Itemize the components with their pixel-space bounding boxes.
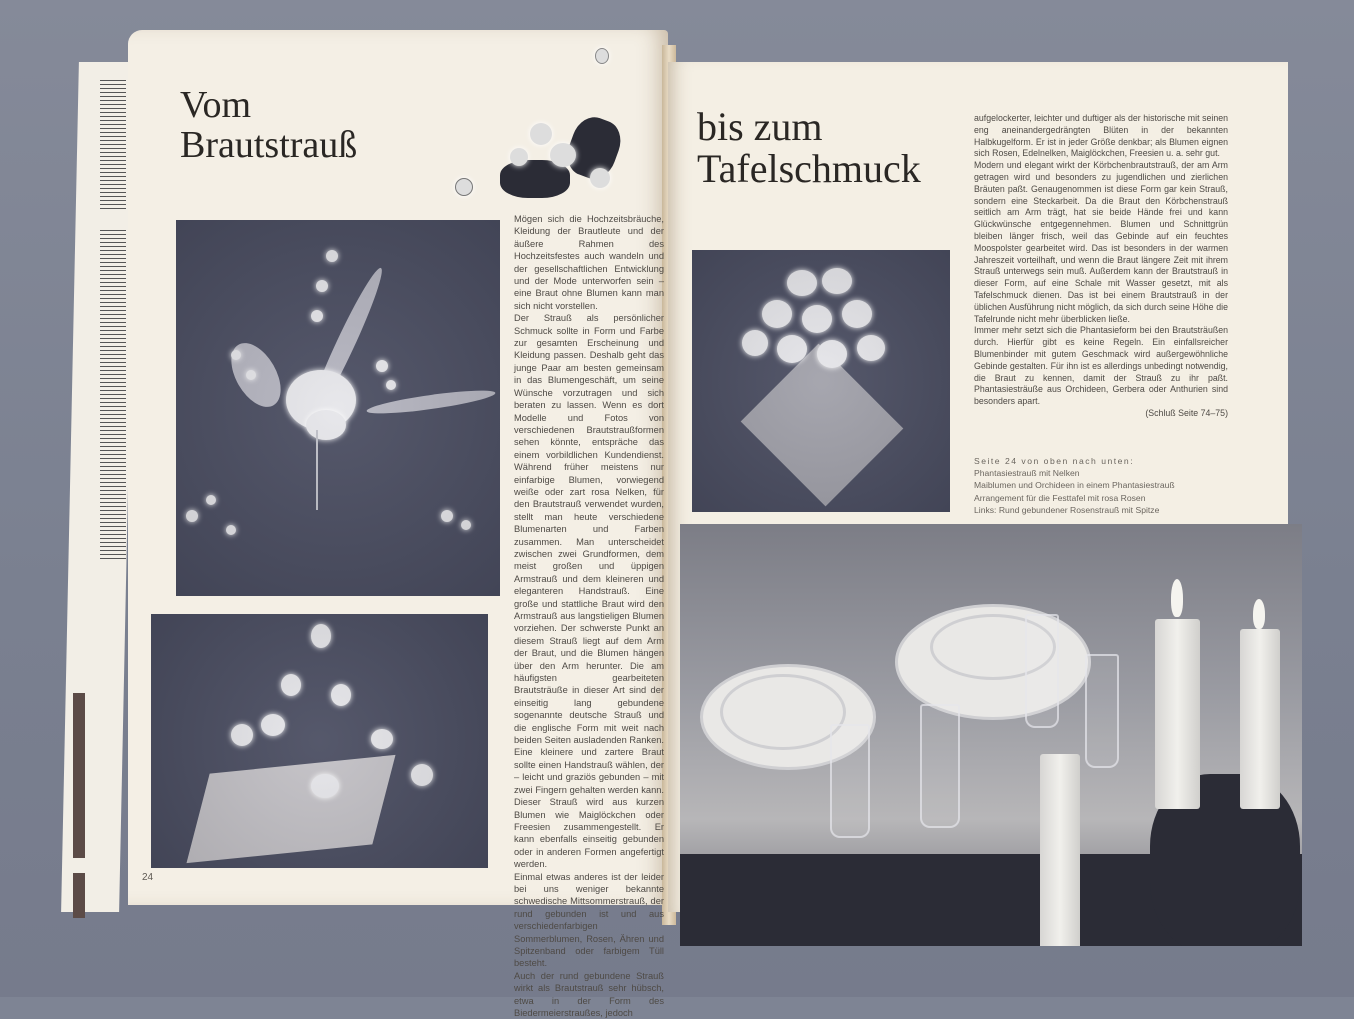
right-title [697,106,921,190]
paragraph: Auch der rund gebundene Strauß wirkt als Brautstrauß sehr hübsch, etwa in der Form des Biedermeierstraußes, jedoch [514,970,664,1018]
left-title-line2: Brautstrauß [180,123,358,166]
candle [1240,629,1280,809]
color-bar [73,693,85,858]
caption-item: Arrangement für die Festtafel mit rosa Rosen [974,492,1146,503]
carnation-bouquet-photo [450,38,665,223]
lace-collar [741,344,904,507]
teacup [720,674,846,750]
glass [920,704,960,828]
barcode-strip [100,80,126,210]
photo-captions [974,455,1234,516]
paragraph: Mögen sich die Hochzeitsbräuche, Kleidung der Brautleute und der äußere Rahmen des Hochzeitsfestes auch wandeln und der gesellschaftlichen Entwicklung und der Mode unterworfen sein – eine Braut ohne Blumen kann man sich nicht vorstellen. [514,214,664,311]
page-number: 24 [142,872,154,883]
paragraph: Der Strauß als persönlicher Schmuck sollte in Form und Farbe zur gesamten Erscheinung und Kleidung passen. Deshalb geht das junge Paar am besten gemeinsam in das Blumengeschäft, um seine Wünsche vorzutragen und sich beraten zu lassen. Wenn es dort Modelle und Fotos von verschiedenen Brautstraußformen sehen könnte, entspräche das einem vorbildlichen Kundendienst. Während früher meistens nur einfarbige Blumen, vorwiegend weiße oder zart rosa Nelken, für den Brautstrauß verwendet wurden, stellt man heute verschiedene Blumenarten und Farben zusammen. Man unterscheidet zwischen zwei Grundformen, dem meist großen und üppigen Armstrauß und dem kleineren und eleganteren Handstrauß. Eine große und stattliche Braut wird den Armstrauß aus langstieligen Blumen vorziehen. Der schwerste Punkt an diesem Strauß liegt auf dem Arm der Braut, und die Blumen hängen über den Arm herunter. Die am häufigsten gearbeiteten Brautsträuße in dieser Art sind der einseitig lang gebundene sogenannte deutsche Strauß und die englische Form mit weit nach beiden Seiten ausladenden Ranken. Eine kleinere und zartere Braut sollte einen Handstrauß wählen, der – leicht und graziös gebunden – mit zwei Fingern gehalten werden kann. Dieser Strauß wird aus kurzen Blumen wie Maiglöckchen oder Freesien zusammengestellt. Er kann ebenfalls einseitig gebunden oder in anderen Formen angefertigt werden. [514,313,664,870]
rose-arrangement-photo [151,614,488,868]
left-title [180,86,357,166]
caption-item: Phantasiestrauß mit Nelken [974,468,1080,479]
lace-doily [186,755,395,863]
right-article-column [974,113,1228,420]
glass [1025,614,1059,728]
barcode-strip-lower [100,230,126,560]
caption-item: Maiblumen und Orchideen in einem Phantasiestrauß [974,480,1175,491]
right-title-line2: Tafelschmuck [697,146,921,191]
caption-item: Links: Rund gebundener Rosenstrauß mit Spitze [974,504,1160,515]
flame [1171,579,1183,617]
glass [830,724,870,838]
lily-of-the-valley-orchid-photo [176,220,500,596]
left-title-line1: Vom [180,84,252,126]
right-title-line1: bis zum [697,104,823,149]
continuation-note: (Schluß Seite 74–75) [1145,407,1228,418]
round-rose-bouquet-photo [692,250,950,512]
glass [1085,654,1119,768]
left-article-column [514,213,664,1019]
captions-heading: Seite 24 von oben nach unten: [974,456,1135,466]
paragraph: aufgelockerter, leichter und duftiger als der historische mit seinen eng aneinandergedrängten Blüten in der bekannten Halbkugelform. Er ist in jeder Größe denkbar; als Blumen eignen sich Rosen, Edelnelken, Maiglöckchen, Freesien u. a. sehr gut. [974,113,1228,159]
paragraph: Immer mehr setzt sich die Phantasieform bei den Brautsträußen durch. Hierfür gibt es keine Regeln. Ein einfallsreicher Blumenbinder mit gutem Geschmack wird außergewöhnliche Gebinde gestalten. Für ihn ist es allerdings unbedingt notwendig, die Braut zu kennen, damit der Strauß zu ihr paßt. Phantasiesträuße aus Orchideen, Gerbera oder Anthurien sind besonders apart. [974,325,1228,407]
table-setting-photo [680,524,1302,946]
candle [1155,619,1200,809]
paragraph: Einmal etwas anderes ist der leider bei uns weniger bekannte schwedische Mittsommerstrauß, der rund gebunden ist und aus verschiedenfarbigen Sommerblumen, Rosen, Ähren und Spitzenband oder farbigem Tüll besteht. [514,871,664,969]
color-bar-lower [73,873,85,918]
candle [1040,754,1080,946]
flame [1253,599,1265,629]
paragraph: Modern und elegant wirkt der Körbchenbrautstrauß, der am Arm getragen wird und besonders zu jugendlichen und zierlichen Bräuten paßt. Genaugenommen ist diese Form gar kein Strauß, sondern eine Steckarbeit. Da die Braut den Körbchenstrauß seitlich am Arm trägt, hat sie beide Hände frei und kann Glückwünsche entgegennehmen. Blumen und Schnittgrün bleiben länger frisch, weil das Gebinde auf ein feuchtes Moospolster gearbeitet wird. Das ist besonders in der warmen Jahreszeit vorteilhaft, und wenn die Braut längere Zeit mit ihrem Strauß unterwegs sein muß. Außerdem kann der Brautstrauß in dieser Form, auf eine Schale mit Wasser gesetzt, mit als Tafelschmuck dienen. Das ist bei einem Brautstrauß in der üblichen Ausführung nicht möglich, da sich durch seine Höhe die Tafelrunde nicht mehr überblicken ließe. [974,160,1228,324]
